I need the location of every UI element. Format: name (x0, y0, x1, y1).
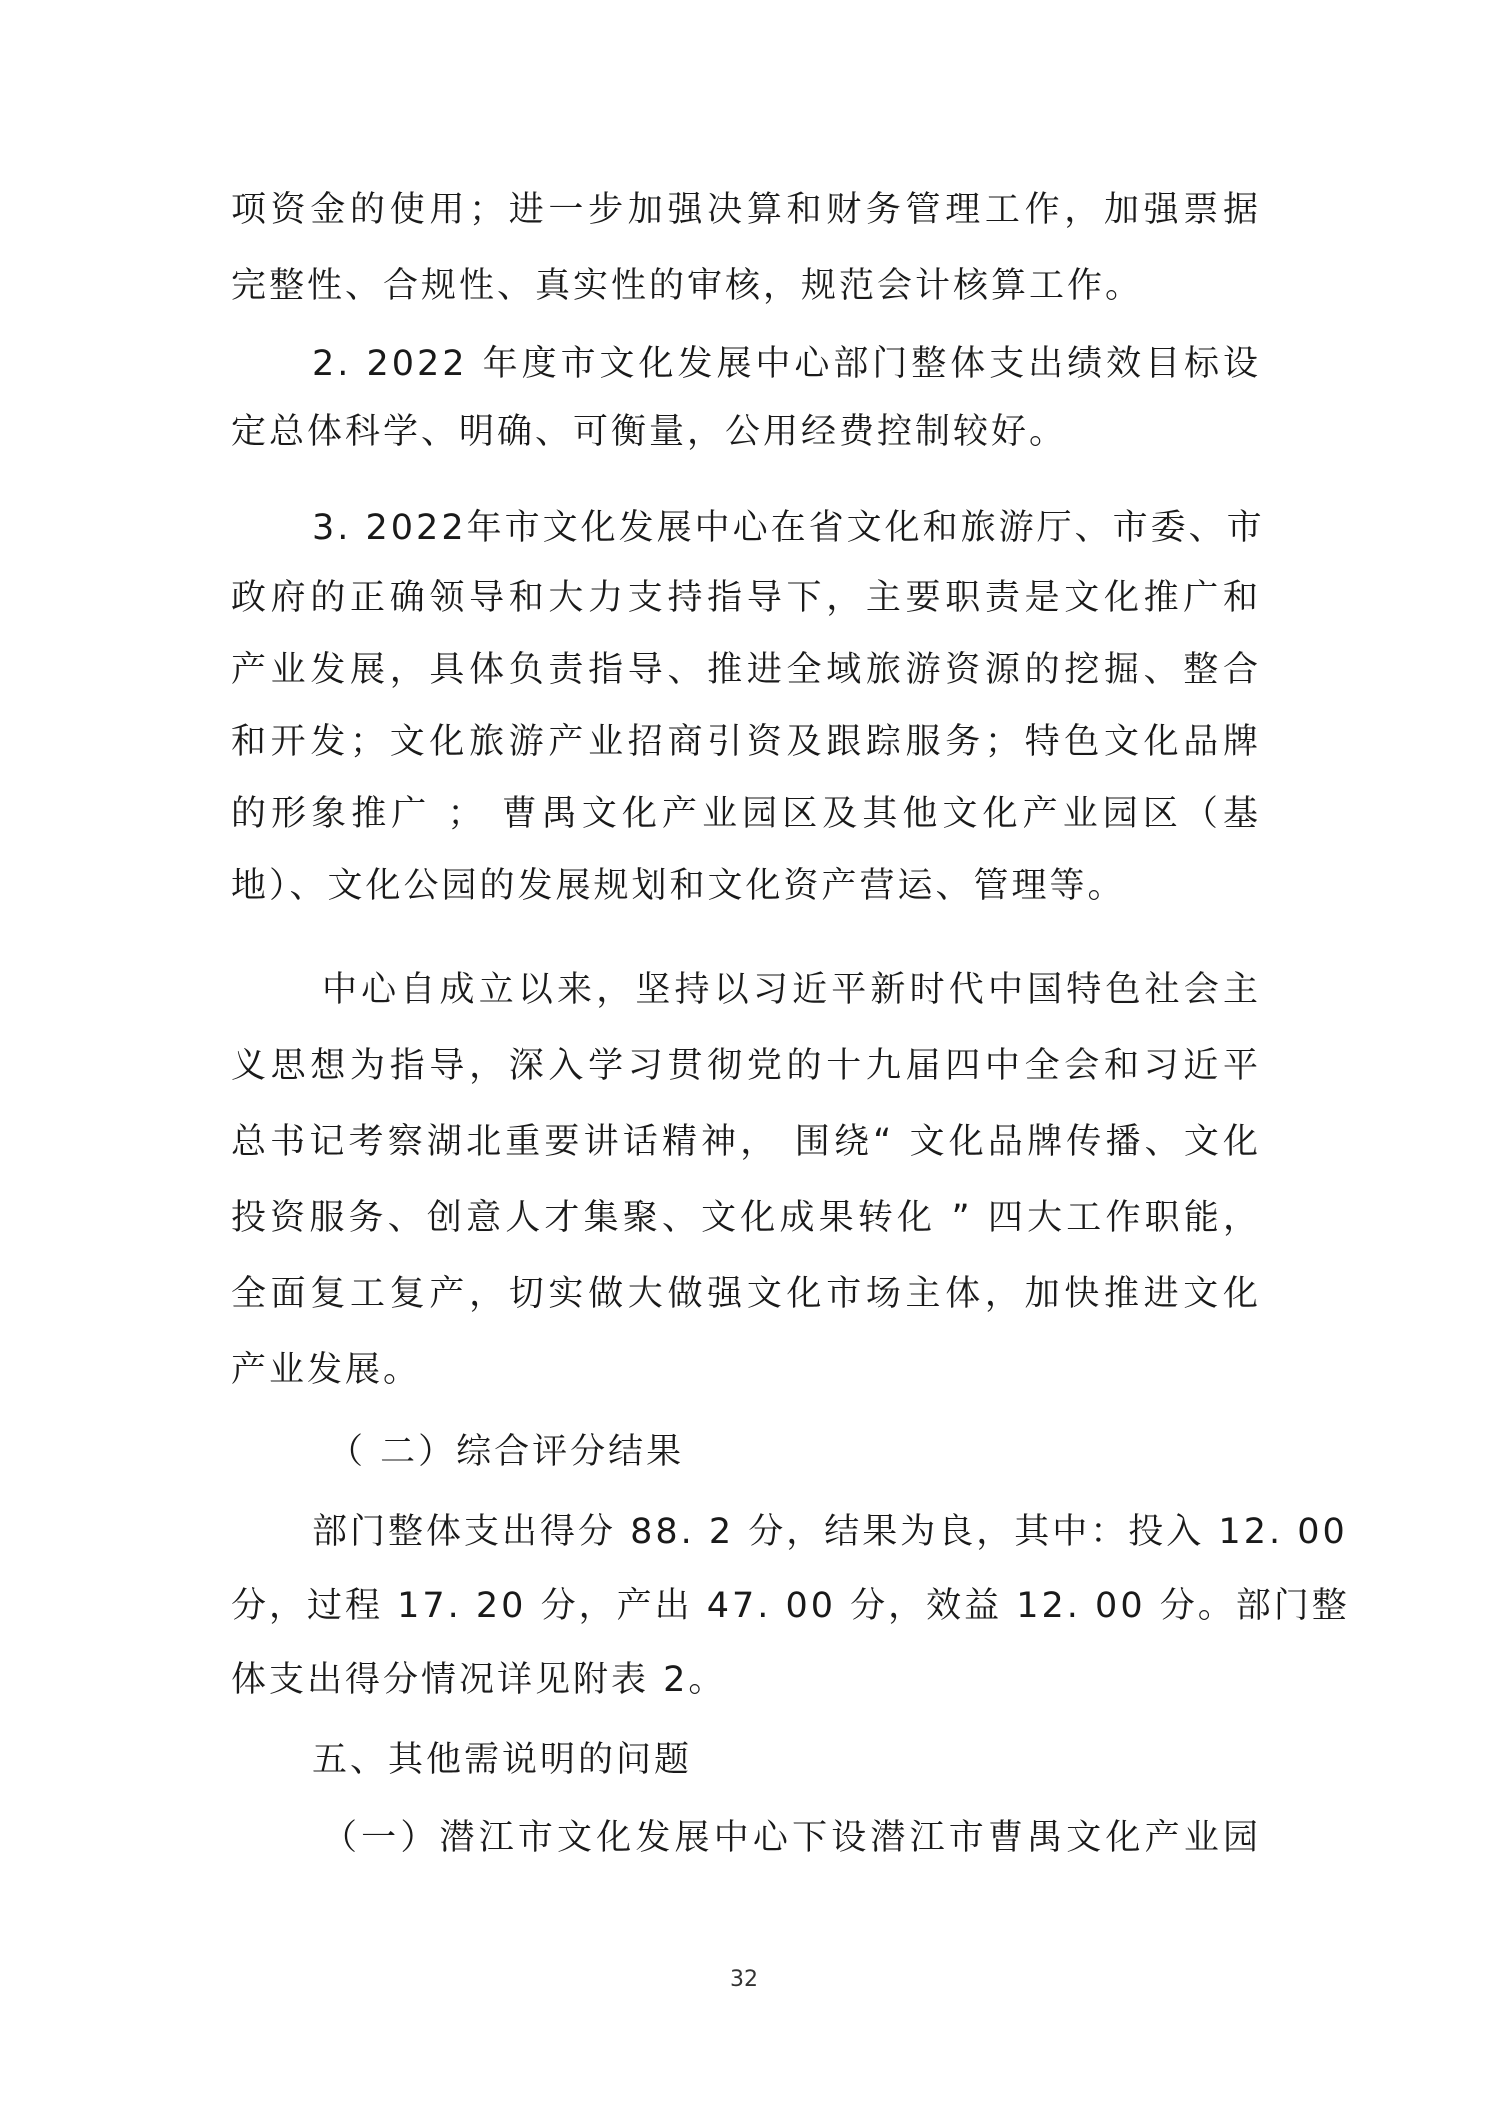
paragraph-line: 的形象推广 ； 曹禺文化产业园区及其他文化产业园区（基 (231, 794, 1261, 834)
paragraph-line: 义思想为指导，深入学习贯彻党的十九届四中全会和习近平 (231, 1046, 1261, 1086)
paragraph-line: 地）、文化公园的发展规划和文化资产营运、管理等。 (231, 866, 1126, 906)
paragraph-line: 政府的正确领导和大力支持指导下，主要职责是文化推广和 (231, 578, 1261, 618)
paragraph-line: 中心自成立以来，坚持以习近平新时代中国特色社会主 (322, 970, 1261, 1010)
paragraph-line: 定总体科学、明确、可衡量，公用经费控制较好。 (231, 412, 1068, 452)
paragraph-line: 和开发；文化旅游产业招商引资及跟踪服务；特色文化品牌 (231, 722, 1261, 762)
section-heading: 五、其他需说明的问题 (312, 1740, 693, 1780)
paragraph-line: 全面复工复产，切实做大做强文化市场主体，加快推进文化 (231, 1274, 1261, 1314)
paragraph-line: （一）潜江市文化发展中心下设潜江市曹禺文化产业园 (322, 1818, 1261, 1858)
paragraph-line: 产业发展，具体负责指导、推进全域旅游资源的挖掘、整合 (231, 650, 1261, 690)
section-heading: （ 二）综合评分结果 (328, 1432, 685, 1472)
paragraph-line: 总书记考察湖北重要讲话精神， 围绕“ 文化品牌传播、文化 (231, 1122, 1261, 1162)
paragraph-line: 产业发展。 (231, 1350, 422, 1390)
paragraph-line: 体支出得分情况详见附表 2。 (231, 1660, 727, 1700)
page-number: 32 (730, 1967, 758, 1992)
paragraph-line: 3. 2022年市文化发展中心在省文化和旅游厅、市委、市 (312, 508, 1265, 548)
paragraph-line: 完整性、合规性、真实性的审核，规范会计核算工作。 (231, 266, 1144, 306)
paragraph-line: 项资金的使用；进一步加强决算和财务管理工作，加强票据 (231, 190, 1261, 230)
paragraph-line: 部门整体支出得分 88. 2 分，结果为良，其中：投入 12. 00 (312, 1512, 1348, 1552)
paragraph-line: 分，过程 17. 20 分，产出 47. 00 分，效益 12. 00 分。部门整 (231, 1586, 1350, 1626)
paragraph-line: 投资服务、创意人才集聚、文化成果转化 ” 四大工作职能， (231, 1198, 1261, 1238)
paragraph-line: 2. 2022 年度市文化发展中心部门整体支出绩效目标设 (312, 344, 1261, 384)
